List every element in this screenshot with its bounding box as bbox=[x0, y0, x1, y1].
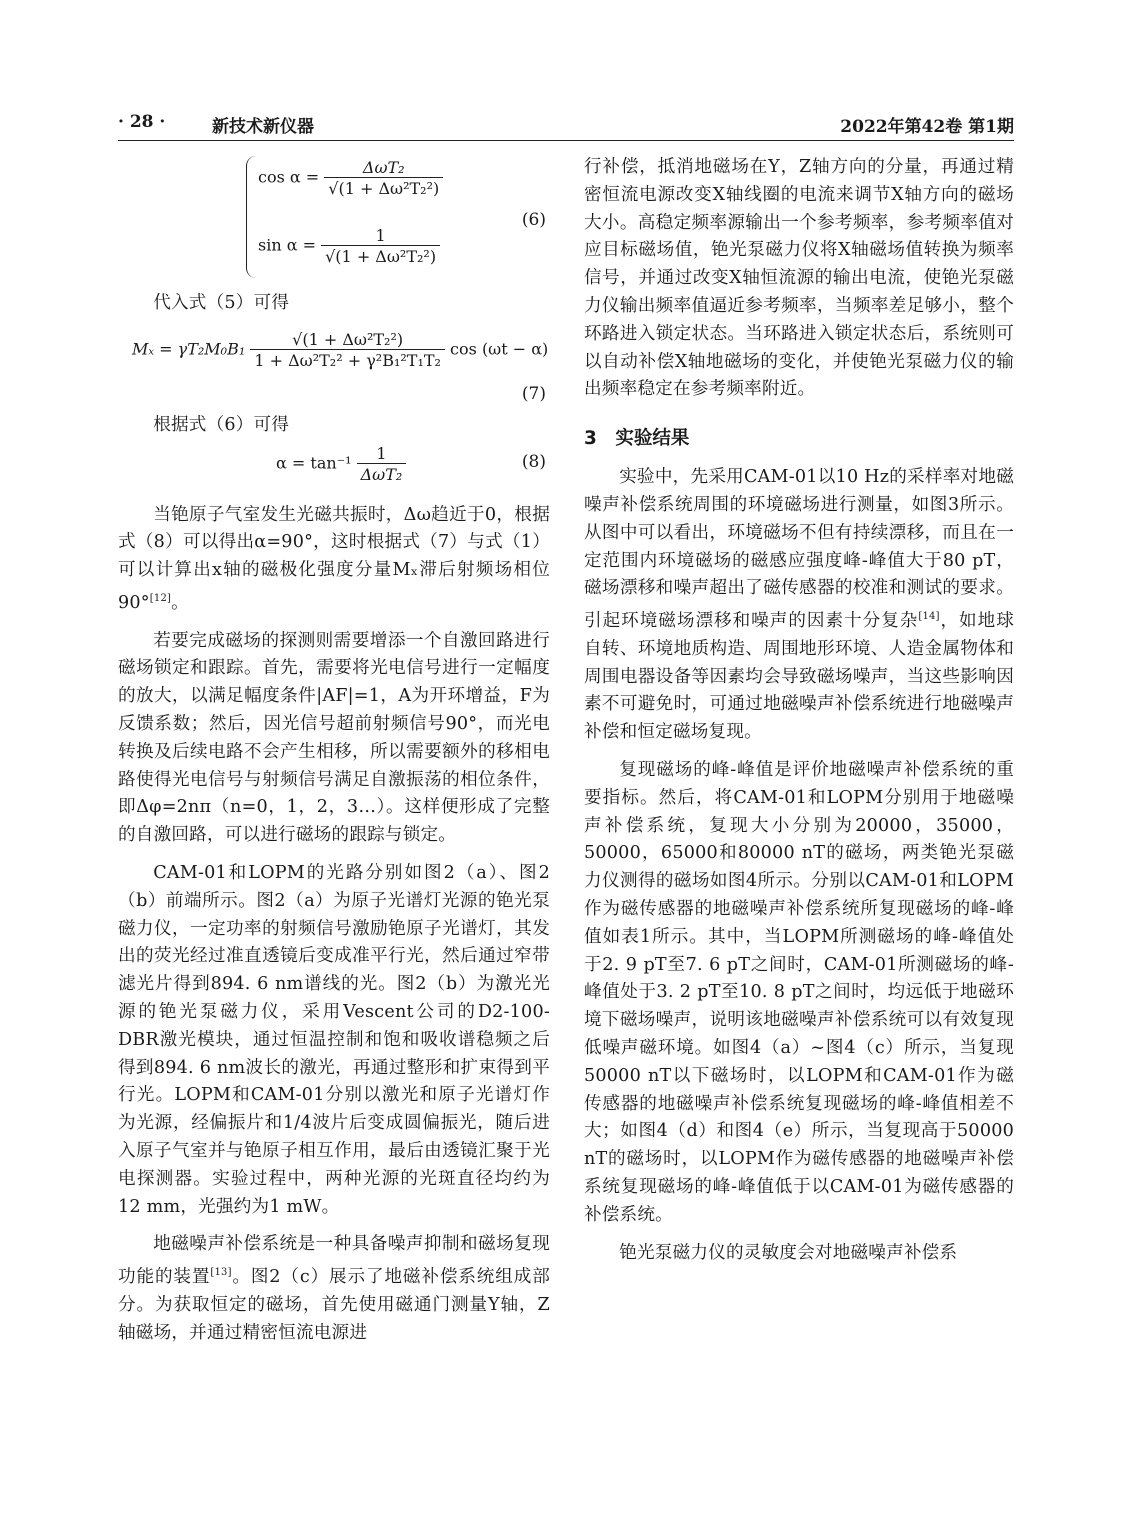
eq6-sin-fraction bbox=[321, 226, 440, 266]
citation-12[interactable]: [12] bbox=[149, 592, 172, 604]
eq7-numerator: √(1 + Δω²T₂²) bbox=[292, 329, 404, 349]
paragraph-experiment-text: 实验中，先采用CAM-01以10 Hz的采样率对地磁噪声补偿系统周围的环境磁场进行测量，如图3所示。从图中可以看出，环境磁场不但有持续漂移，而且在一定范围内环境磁场的磁感应强度峰-峰值大于80 pT，磁场漂移和噪声超出了磁传感器的校准和测试的要求。引起环境磁场漂移和噪声的因素十分复杂 bbox=[584, 467, 1014, 632]
eq6-sin-lhs: sin α = bbox=[258, 235, 317, 255]
eq6-cos-line bbox=[258, 158, 443, 198]
equation-8 bbox=[118, 440, 550, 496]
eq7-rhs: cos (ωt − α) bbox=[450, 339, 549, 359]
eq8-line bbox=[276, 444, 406, 484]
eq6-sin-numerator: 1 bbox=[375, 226, 386, 245]
paragraph-resonance bbox=[118, 502, 550, 618]
section-heading: 3 实验结果 bbox=[584, 428, 690, 450]
citation-13[interactable]: [13] bbox=[210, 1267, 232, 1279]
eq6-sin-denominator: √(1 + Δω²T₂²) bbox=[321, 245, 440, 266]
eq7-denominator: 1 + Δω²T₂² + γ²B₁²T₁T₂ bbox=[250, 349, 445, 370]
page-number: · 28 · bbox=[118, 112, 166, 132]
right-column bbox=[584, 154, 1014, 1267]
issue-info: 2022年第42卷 第1期 bbox=[840, 117, 1014, 137]
eq6-cos-fraction bbox=[324, 158, 443, 198]
eq7-line bbox=[132, 330, 548, 370]
paragraph-sensitivity: 铯光泵磁力仪的灵敏度会对地磁噪声补偿系 bbox=[619, 1242, 958, 1263]
paragraph-peak-to-peak: 复现磁场的峰-峰值是评价地磁噪声补偿系统的重要指标。然后，将CAM-01和LOPM分别用于地磁噪声补偿系统，复现大小分别为20000，35000，50000，65000和80000 nT的磁场，两类铯光泵磁力仪测得的磁场如图4所示。分别以CAM-01和LOPM作为磁传感器的地磁噪声补偿系统所复现磁场的峰-峰值如表1所示。其中，当LOPM所测磁场的峰-峰值处于2. 9 pT至7. 6 pT之间时，CAM-01所测磁场的峰-峰值处于3. 2 pT至10. 8 pT之间时，均远低于地磁环境下磁场噪声，说明该地磁噪声补偿系统可以有效复现低噪声磁环境。如图4（a）~图4（c）所示，当复现50000 nT以下磁场时，以LOPM和CAM-01作为磁传感器的地磁噪声补偿系统复现磁场的峰-峰值相差不大；如图4（d）和图4（e）所示，当复现高于50000 nT的磁场时，以LOPM作为磁传感器的地磁噪声补偿系统复现磁场的峰-峰值低于以CAM-01为磁传感器的补偿系统。 bbox=[584, 760, 1014, 1225]
eq6-cos-numerator: ΔωT₂ bbox=[362, 158, 405, 177]
paragraph-resonance-end: 。 bbox=[171, 592, 189, 613]
eq8-fraction bbox=[357, 444, 407, 484]
left-column bbox=[118, 154, 550, 1347]
paragraph-resonance-text: 当铯原子气室发生光磁共振时，Δω趋近于0，根据式（8）可以得出α=90°，这时根据式（7）与式（1）可以计算出x轴的磁极化强度分量Mₓ滞后射频场相位90° bbox=[118, 504, 550, 613]
eq8-denominator: ΔωT₂ bbox=[357, 463, 407, 484]
paragraph-compensation-end: 。图2（c）展示了地磁补偿系统组成部分。为获取恒定的磁场，首先使用磁通门测量Y轴，Z轴磁场，并通过精密恒流电源进 bbox=[118, 1267, 550, 1343]
journal-name: 新技术新仪器 bbox=[212, 117, 314, 137]
eq6-cos-lhs: cos α = bbox=[258, 167, 320, 187]
eq6-cos-denominator: √(1 + Δω²T₂²) bbox=[324, 177, 443, 198]
equation-7 bbox=[118, 322, 550, 410]
paragraph-self-excited-loop: 若要完成磁场的探测则需要增添一个自激回路进行磁场锁定和跟踪。首先，需要将光电信号进行一定幅度的放大，以满足幅度条件|AF|=1，A为开环增益，F为反馈系数；然后，因光信号超前射频信号90°，而光电转换及后续电路不会产生相移，所以需要额外的移相电路使得光电信号与射频信号满足自激振荡的相位条件，即Δφ=2nπ（n=0，1，2，3…）。这样便形成了完整的自激回路，可以进行磁场的跟踪与锁定。 bbox=[118, 630, 550, 846]
eq8-lhs: α = tan⁻¹ bbox=[276, 453, 352, 473]
eq6-number: (6) bbox=[521, 210, 546, 230]
paragraph-substitute-5: 代入式（5）可得 bbox=[153, 293, 290, 313]
eq7-number: (7) bbox=[521, 383, 546, 404]
eq8-number: (8) bbox=[521, 451, 546, 472]
paragraph-compensation-text: 地磁噪声补偿系统是一种具备噪声抑制和磁场复现功能的装置 bbox=[118, 1234, 550, 1288]
running-header bbox=[118, 110, 1014, 141]
paragraph-substitute-6: 根据式（6）可得 bbox=[153, 414, 290, 435]
eq6-sin-line bbox=[258, 226, 440, 266]
paragraph-optical-path: CAM-01和LOPM的光路分别如图2（a）、图2（b）前端所示。图2（a）为原子光谱灯光源的铯光泵磁力仪，一定功率的射频信号激励铯原子光谱灯，其发出的荧光经过准直透镜后变成准平行光，然后通过窄带滤光片得到894. 6 nm谱线的光。图2（b）为激光光源的铯光泵磁力仪，采用Vescent公司的D2-100-DBR激光模块，通过恒温控制和饱和吸收谱稳频之后得到894. 6 nm波长的激光，再通过整形和扩束得到平行光。LOPM和CAM-01分别以激光和原子光谱灯作为光源，经偏振片和1/4波片后变成圆偏振光，随后进入原子气室并与铯原子相互作用，最后由透镜汇聚于光电探测器。实验过程中，两种光源的光斑直径均约为12 mm，光强约为1 mW。 bbox=[118, 863, 550, 1217]
eq7-lhs: Mₓ = γT₂M₀B₁ bbox=[132, 339, 246, 359]
paragraph-compensation-continued: 行补偿，抵消地磁场在Y，Z轴方向的分量，再通过精密恒流电源改变X轴线圈的电流来调节X轴方向的磁场大小。高稳定频率源输出一个参考频率，参考频率值对应目标磁场值，铯光泵磁力仪将X轴磁场值转换为频率信号，并通过改变X轴恒流源的输出电流，使铯光泵磁力仪输出频率值逼近参考频率，当频率差足够小，整个环路进入锁定状态。当环路进入锁定状态后，系统则可以自动补偿X轴地磁场的变化，并使铯光泵磁力仪的输出频率稳定在参考频率附近。 bbox=[584, 157, 1014, 400]
citation-14[interactable]: [14] bbox=[918, 611, 940, 623]
eq8-numerator: 1 bbox=[376, 443, 387, 463]
equation-6 bbox=[118, 154, 550, 284]
equation-brace bbox=[246, 156, 257, 278]
paragraph-experiment-end: ，如地球自转、环境地质构造、周围地形环境、人造金属物体和周围电器设备等因素均会导致磁场噪声，当这些影响因素不可避免时，可通过地磁噪声补偿系统进行地磁噪声补偿和恒定磁场复现。 bbox=[584, 611, 1014, 743]
paragraph-compensation-system bbox=[118, 1231, 550, 1347]
eq7-fraction bbox=[250, 330, 445, 370]
paragraph-experiment bbox=[584, 464, 1014, 747]
